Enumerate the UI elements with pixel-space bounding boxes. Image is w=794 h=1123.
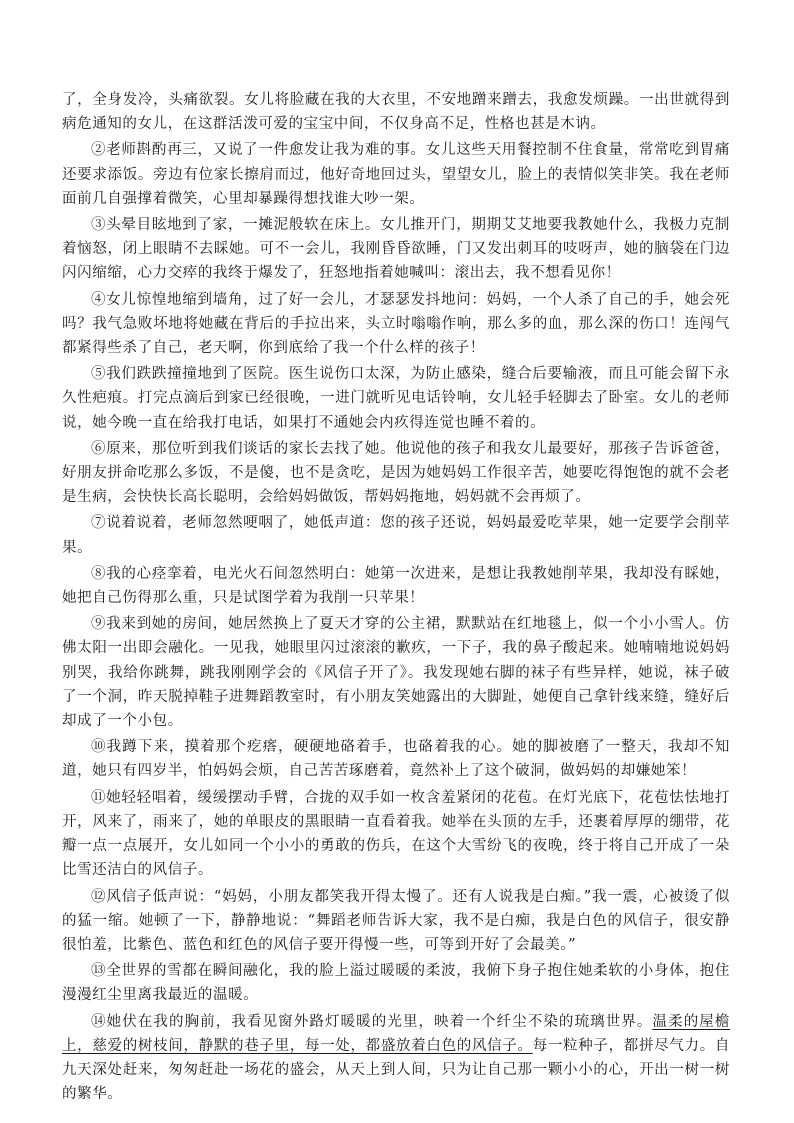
paragraph-14-lead: ⑭她伏在我的胸前，我看见窗外路灯暖暖的光里，映着一个纤尘不染的琉璃世界。 <box>91 1013 653 1030</box>
paragraph-continued: 了，全身发冷，头痛欲裂。女儿将脸藏在我的大衣里，不安地蹭来蹭去，我愈发烦躁。一出世就得到病危通知的女儿，在这群活泼可爱的宝宝中间，不仅身高不足，性格也甚是木讷。 <box>62 92 730 133</box>
paragraph-14-tail: 每一粒种子，都拼尽气力。自九天深处赶来，匆匆赶赴一场花的盛会，从天上到人间，只为让自己那一颗小小的心，开出一树一树的繁华。 <box>62 1037 730 1103</box>
paragraph-7: ⑦说着说着，老师忽然哽咽了，她低声道：您的孩子还说，妈妈最爱吃苹果，她一定要学会削苹果。 <box>62 515 730 556</box>
paragraph-8: ⑧我的心痉挛着，电光火石间忽然明白：她第一次进来，是想让我教她削苹果，我却没有睬她，她把自己伤得那么重，只是试图学着为我削一只苹果！ <box>62 565 730 607</box>
paragraph-6: ⑥原来，那位听到我们谈话的家长去找了她。他说他的孩子和我女儿最要好，那孩子告诉爸爸，好朋友拼命吃那么多饭，不是傻，也不是贪吃，是因为她妈妈工作很辛苦，她要吃得饱饱的就不会老是生病，会快快长高长聪明，会给妈妈做饭，帮妈妈拖地，妈妈就不会再烦了。 <box>62 440 730 506</box>
paragraph-5: ⑤我们跌跌撞撞地到了医院。医生说伤口太深，为防止感染，缝合后要输液，而且可能会留下永久性疤痕。打完点滴后到家已经很晚，一进门就听见电话铃响，女儿轻手轻脚去了卧室。女儿的老师说，她今晚一直在给我打电话，如果打不通她会内疚得连觉也睡不着的。 <box>62 366 730 431</box>
paragraph-11: ⑪她轻轻唱着，缓缓摆动手臂，合拢的双手如一枚含羞紧闭的花苞。在灯光底下，花苞怯怯地打开，风来了，雨来了，她的单眼皮的黑眼睛一直看着我。她举在头顶的左手，还裹着厚厚的绷带，花瓣一点一点展开，女儿如同一个小小的勇敢的伤兵，在这个大雪纷飞的夜晚，终于将自己开成了一朵比雪还洁白的风信子。 <box>62 789 730 879</box>
paragraph-2: ②老师斟酌再三，又说了一件愈发让我为难的事。女儿这些天用餐控制不住食量，常常吃到胃痛还要求添饭。旁边有位家长擦肩而过，他好奇地回过头，望望女儿，脸上的表情似笑非笑。我在老师面前几自强撑着微笑，心里却暴躁得想找谁大吵一架。 <box>62 142 730 207</box>
paragraph-3: ③头晕目眩地到了家，一摊泥般软在床上。女儿推开门，期期艾艾地要我教她什么，我极力克制着恼怒，闭上眼睛不去睬她。可不一会儿，我刚昏昏欲睡，门又发出刺耳的吱呀声，她的脑袋在门边闪闪缩缩，心力交瘁的我终于爆发了，狂怒地指着她喊叫：滚出去，我不想看见你！ <box>62 217 730 282</box>
paragraph-14 <box>62 1010 730 1107</box>
paragraph-9: ⑨我来到她的房间，她居然换上了夏天才穿的公主裙，默默站在红地毯上，似一个小小雪人。仿佛太阳一出即会融化。一见我，她眼里闪过滚滚的歉疚，一下子，我的鼻子酸起来。她喃喃地说妈妈别哭，我给你跳舞，跳我刚刚学会的《风信子开了》。我发现她右脚的袜子有些异样，她说，袜子破了一个洞，昨天脱掉鞋子进舞蹈教室时，有小朋友笑她露出的大脚趾，她便自己拿针线来缝，缝好后却成了一个小包。 <box>62 616 730 730</box>
article-body <box>62 88 730 1108</box>
paragraph-13: ⑬全世界的雪都在瞬间融化，我的脸上溢过暖暖的柔波，我俯下身子抱住她柔软的小身体，抱住漫漫红尘里离我最近的温暖。 <box>62 963 730 1004</box>
paragraph-10: ⑩我蹲下来，摸着那个疙瘩，硬硬地硌着手，也硌着我的心。她的脚被磨了一整天，我却不知道，她只有四岁半，怕妈妈会烦，自己苦苦琢磨着，竟然补上了这个破洞，做妈妈的却嫌她笨！ <box>62 739 730 780</box>
paragraph-12: ⑫风信子低声说：“妈妈，小朋友都笑我开得太慢了。还有人说我是白痴。”我一震，心被烫了似的猛一缩。她顿了一下，静静地说：“舞蹈老师告诉大家，我不是白痴，我是白色的风信子，很安静很怕羞，比紫色、蓝色和红色的风信子要开得慢一些，可等到开好了会最美。” <box>62 888 730 953</box>
underlined-sentence: 温柔的屋檐上，慈爱的树枝间，静默的巷子里，每一处，都盛放着白色的风信子。 <box>62 1013 730 1054</box>
paragraph-4: ④女儿惊惶地缩到墙角，过了好一会儿，才瑟瑟发抖地问：妈妈，一个人杀了自己的手，她会死吗？我气急败坏地将她藏在背后的手拉出来，头立时嗡嗡作响，那么多的血，那么深的伤口！连闯气都紧得些杀了自己，老天啊，你到底给了我一个什么样的孩子！ <box>62 291 730 357</box>
